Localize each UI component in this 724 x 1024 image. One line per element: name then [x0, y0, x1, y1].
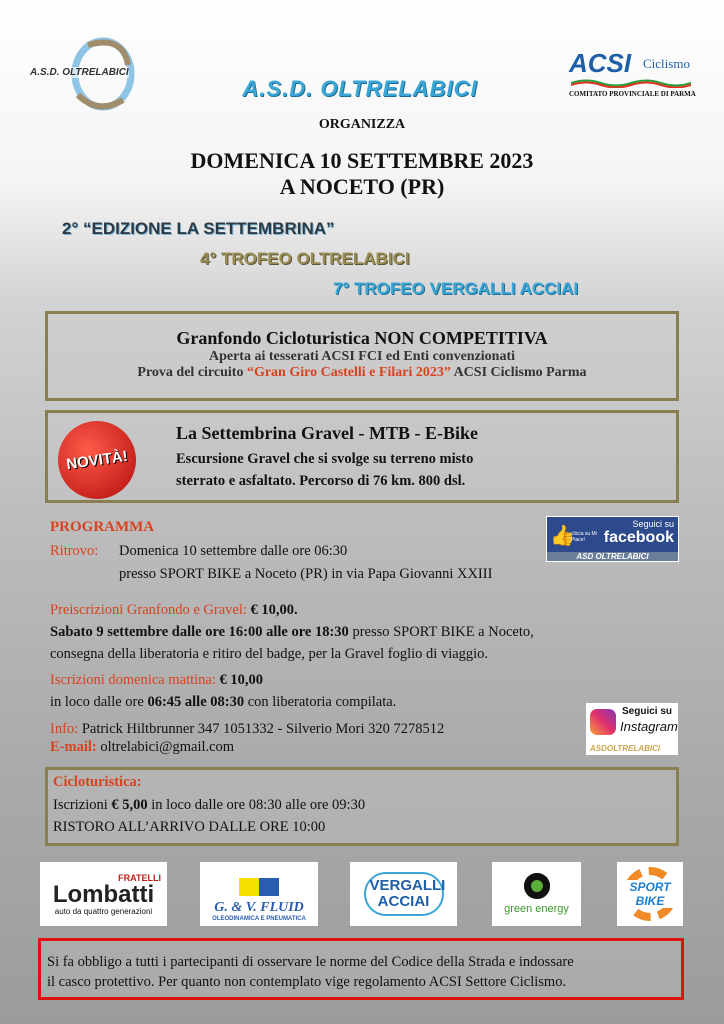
isc-bold: 06:45 alle 08:30 [147, 694, 245, 710]
sport-bike-name: SPORT BIKE [617, 880, 683, 908]
info-line [50, 721, 444, 738]
iscrizioni-line [50, 672, 263, 689]
gravel-line1: Escursione Gravel che si svolge su terreno misto [176, 451, 474, 467]
pre-rest: presso SPORT BIKE a Noceto, [348, 624, 534, 640]
green-energy-name: green energy [504, 903, 569, 915]
sponsor-green-energy [492, 862, 581, 926]
ciclo-line2: RISTORO ALL’ARRIVO DALLE ORE 10:00 [53, 819, 326, 835]
line2-post: ACSI Ciclismo Parma [450, 365, 587, 380]
pre-price: € 10,00. [246, 602, 298, 618]
sponsor-sport-bike [617, 862, 683, 926]
pre-label: Preiscrizioni Granfondo e Gravel: [50, 602, 247, 618]
granfondo-line1: Aperta ai tesserati ACSI FCI ed Enti convenzionati [208, 349, 516, 364]
ciclo-post: in loco dalle ore 08:30 alle ore 09:30 [147, 797, 366, 813]
lightbulb-icon [524, 873, 550, 899]
thumbs-up-icon: 👍 [550, 525, 575, 547]
gv-sub: OLEODINAMICA E PNEUMATICA [212, 916, 306, 922]
fb-like-text: clicca su Mi Piace! [571, 531, 597, 543]
oltrelabici-logo [28, 35, 153, 113]
circuit-name: “Gran Giro Castelli e Filari 2023” [246, 365, 451, 380]
isc-label: Iscrizioni domenica mattina: [50, 672, 216, 688]
isc-price: € 10,00 [215, 672, 264, 688]
organizza-label: ORGANIZZA [318, 117, 406, 132]
ig-bottom: ASDOLTRELABICI [590, 744, 661, 753]
granfondo-title: Granfondo Cicloturistica NON COMPETITIVA [176, 328, 548, 348]
left-logo-text: A.S.D. OLTRELABICI [30, 67, 129, 78]
vergalli-name: VERGALLI ACCIAI [364, 872, 444, 916]
trofeo-oltrelabici: 4° TROFEO OLTRELABICI [200, 249, 410, 268]
ciclo-heading: Cicloturistica: [53, 774, 142, 790]
ciclo-price: € 5,00 [111, 797, 148, 813]
info-text: Patrick Hiltbrunner 347 1051332 - Silverio Mori 320 7278512 [78, 721, 445, 737]
trofeo-vergalli: 7° TROFEO VERGALLI ACCIAI [333, 279, 579, 298]
notice-line2: il casco protettivo. Per quanto non contemplato vige regolamento ACSI Settore Ciclismo. [47, 974, 567, 990]
preiscrizioni-line2: consegna della liberatoria e ritiro del badge, per la Gravel foglio di viaggio. [50, 646, 489, 662]
instagram-icon [590, 709, 616, 735]
gravel-title: La Settembrina Gravel - MTB - E-Bike [176, 423, 478, 443]
isc-pre: in loco dalle ore [50, 694, 148, 710]
fb-name: facebook [603, 529, 674, 546]
lombatti-name: Lombatti [52, 880, 155, 908]
email-line[interactable] [50, 739, 234, 756]
granfondo-box [45, 311, 679, 401]
cicloturistica-box [45, 767, 679, 846]
ig-name: Instagram [620, 719, 678, 734]
ritrovo-line2: presso SPORT BIKE a Noceto (PR) in via Papa Giovanni XXIII [119, 566, 493, 582]
event-date: DOMENICA 10 SETTEMBRE 2023 [190, 148, 534, 173]
acsi-logo-text: ACSI [569, 48, 632, 78]
event-place: A NOCETO (PR) [279, 174, 445, 199]
sponsor-lombatti [40, 862, 167, 926]
novita-text: NOVITÀ! [65, 447, 129, 473]
sponsor-gv-fluid [200, 862, 318, 926]
fb-bottom: ASD OLTRELABICI [547, 552, 678, 561]
info-label: Info: [50, 721, 79, 737]
email-link[interactable]: oltrelabici@gmail.com [96, 739, 235, 755]
fb-top: Seguici su [632, 519, 674, 529]
sponsor-vergalli [350, 862, 457, 926]
notice-line1: Si fa obbligo a tutti i partecipanti di osservare le norme del Codice della Strada e indossare [47, 954, 574, 970]
preiscrizioni-when [50, 624, 534, 641]
gravel-box [45, 410, 679, 503]
acsi-logo [565, 48, 697, 108]
line2-pre: Prova del circuito [137, 365, 247, 380]
isc-post: con liberatoria compilata. [244, 694, 397, 710]
pre-bold: Sabato 9 settembre dalle ore 16:00 alle ore 18:30 [50, 624, 349, 640]
gv-name: G. & V. FLUID [214, 900, 304, 915]
ciclo-line1 [53, 797, 365, 814]
iscrizioni-when [50, 694, 396, 711]
acsi-logo-sub: Ciclismo [643, 56, 690, 71]
facebook-badge[interactable] [546, 516, 679, 562]
gravel-line2: sterrato e asfaltato. Percorso di 76 km. 800 dsl. [176, 473, 466, 489]
ig-top: Seguici su [622, 706, 673, 717]
granfondo-line2 [48, 365, 676, 381]
lombatti-top: FRATELLI [118, 872, 161, 883]
novita-badge [53, 416, 141, 504]
ritrovo-line1: Domenica 10 settembre dalle ore 06:30 [119, 543, 348, 559]
safety-notice [38, 938, 684, 1000]
ritrovo-label: Ritrovo: [50, 543, 99, 559]
ciclo-pre: Iscrizioni [53, 797, 112, 813]
acsi-caption: COMITATO PROVINCIALE DI PARMA [569, 90, 696, 98]
preiscrizioni-line [50, 602, 298, 619]
lombatti-sub: auto da quattro generazioni [54, 906, 153, 916]
fitting-icon [239, 878, 279, 896]
instagram-badge[interactable] [586, 703, 678, 755]
edition-title: 2° “EDIZIONE LA SETTEMBRINA” [62, 219, 335, 238]
programma-heading: PROGRAMMA [50, 519, 155, 535]
email-label: E-mail: [50, 739, 97, 755]
club-title: A.S.D. OLTRELABICI [242, 76, 478, 101]
